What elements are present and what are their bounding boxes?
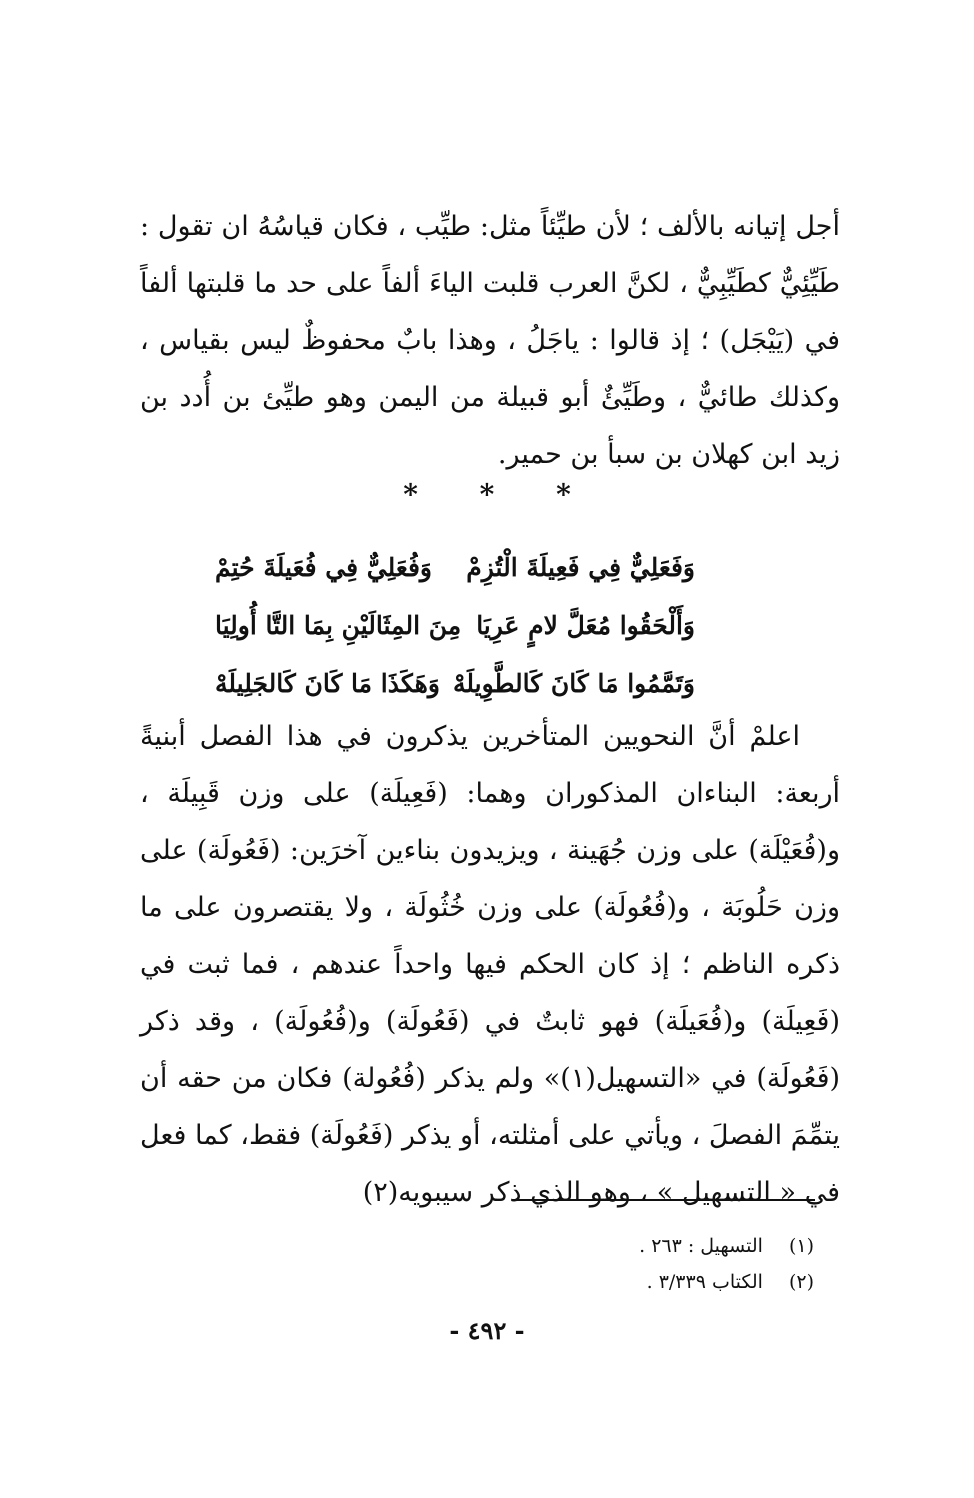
footnote-item <box>414 1228 814 1264</box>
verse-block <box>215 538 695 712</box>
footnotes <box>414 1228 814 1300</box>
section-separator: * * * <box>403 478 571 511</box>
verse-hemistich-right: وَتَمَّمُوا مَا كَانَ كَالطَّوِيلَهْ <box>453 668 695 698</box>
footnote-item <box>414 1264 814 1300</box>
footnote-number: (١) <box>788 1235 814 1257</box>
verse-hemistich-right: وَأَلْحَقُوا مُعَلَّ لامٍ عَرِيَا <box>476 610 695 640</box>
footnote-text: الكتاب ٣/٣٣٩ . <box>646 1271 763 1293</box>
paragraph-bottom: اعلمْ أنَّ النحويين المتأخرين يذكرون في هذا الفصل أبنيةً أربعة: البناءان المذكوران وهما: (فَعِيلَة) على وزن قَبِيلَة ، و(فُعَيْلَة) على وزن جُهَينة ، ويزيدون بناءين آخرَين: (فَعُولَة) على وزن حَلُوبَة ، و(فُعُولَة) على وزن خُثُولَة ، ولا يقتصرون على ما ذكره الناظم ؛ إذ كان الحكم فيها واحداً عندهم ، فما ثبت في (فَعِيلَة) و(فُعَيلَة) فهو ثابتٌ في (فَعُولَة) و(فُعُولَة) ، وقد ذكر (فَعُولَة) في «التسهيل(١)» ولم يذكر (فُعُولة) فكان من حقه أن يتمِّمَ الفصلَ ، ويأتي على أمثلته، أو يذكر (فَعُولَة) فقط، كما فعل في « التسهيل » ، وهو الذي ذكر سيبويه(٢) <box>140 721 841 1208</box>
footnote-text: التسهيل : ٢٦٣ . <box>639 1235 763 1257</box>
verse-line <box>215 596 695 654</box>
verse-hemistich-left: وَهَكَذَا مَا كَانَ كَالجَلِيلَهْ <box>215 668 440 698</box>
footnote-number: (٢) <box>788 1271 814 1293</box>
paragraph-top: أجل إتيانه بالألف ؛ لأن طيِّئاً مثل: طيِّب ، فكان قياسُهُ ان تقول : طَيِّئِيٌّ كطَيِّبِيٌّ ، لكنَّ العرب قلبت الياءَ ألفاً على حد ما قلبتها ألفاً في (يَيْجَل) ؛ إذ قالوا : ياجَلُ ، وهذا بابٌ محفوظٌ ليس بقياس ، وكذلك طائيٌّ ، وطَيِّئٌ أبو قبيلة من اليمن وهو طيِّئ بن أُدد بن زيد ابن كهلان بن سبأ بن حمير. <box>140 211 840 470</box>
verse-line <box>215 654 695 712</box>
verse-hemistich-left: مِنَ المِثَالَيْنِ بِمَا التَّا أُولِيَا <box>215 610 462 640</box>
footnote-divider <box>513 1199 815 1201</box>
verse-hemistich-right: وَفَعَلِيٌّ فِي فَعِيلَةَ الْتُزِمْ <box>466 552 695 582</box>
page-number: - ٤٩٢ - <box>449 1316 525 1345</box>
verse-hemistich-left: وَفُعَلِيٌّ فِي فُعَيلَةَ حُتِمْ <box>215 552 432 582</box>
verse-line <box>215 538 695 596</box>
